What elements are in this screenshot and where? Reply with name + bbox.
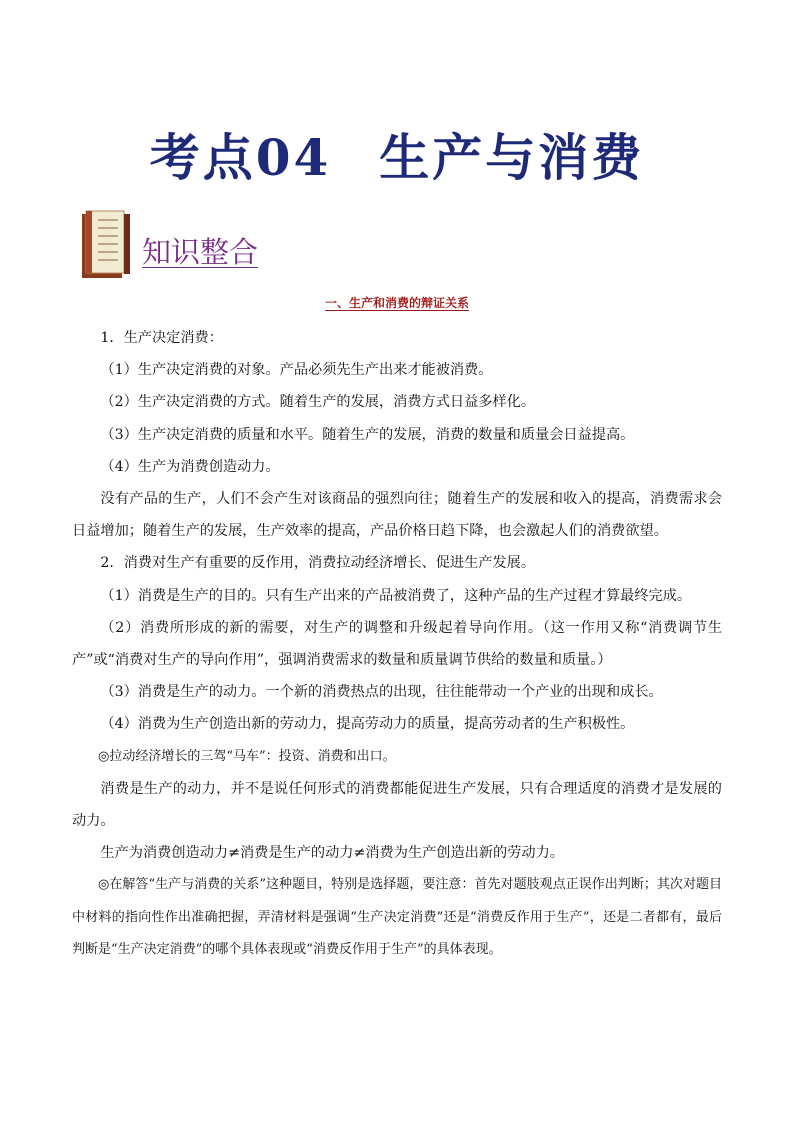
page-title (0, 118, 794, 190)
paragraph: （2）生产决定消费的方式。随着生产的发展，消费方式日益多样化。 (100, 394, 536, 411)
paragraph: （4）生产为消费创造动力。 (100, 458, 280, 475)
paragraph: 1．生产决定消费： (100, 330, 223, 346)
note-paragraph: ◎拉动经济增长的三驾“马车”：投资、消费和出口。 (98, 748, 396, 764)
paragraph: 生产为消费创造动力≠消费是生产的动力≠消费为生产创造出新的劳动力。 (100, 845, 564, 862)
paragraph: （1）消费是生产的目的。只有生产出来的产品被消费了，这种产品的生产过程才算最终完成。 (100, 587, 692, 604)
note-paragraph: ◎在解答“生产与消费的关系”这种题目，特别是选择题，要注意：首先对题肢观点正误作出判断；其次对题目中材料的指向性作出准确把握，弄清材料是强调“生产决定消费”还是“消费反作用于生产”，还是二者都有，最后判断是“生产决定消费”的哪个具体表现或“消费反作用于生产”的具体表现。 (72, 877, 722, 957)
paragraph: 消费是生产的动力，并不是说任何形式的消费都能促进生产发展，只有合理适度的消费才是发展的动力。 (72, 780, 722, 830)
book-icon (78, 208, 134, 280)
paragraph: （1）生产决定消费的对象。产品必须先生产出来才能被消费。 (100, 362, 493, 379)
paragraph: 没有产品的生产，人们不会产生对该商品的强烈向往；随着生产的发展和收入的提高，消费需求会日益增加；随着生产的发展，生产效率的提高，产品价格日趋下降，也会激起人们的消费欲望。 (72, 491, 722, 540)
body-text (72, 322, 722, 966)
section-label: 知识整合 (142, 235, 259, 269)
paragraph: （3）消费是生产的动力。一个新的消费热点的出现，往往能带动一个产业的出现和成长。 (100, 684, 663, 701)
paragraph: （3）生产决定消费的质量和水平。随着生产的发展，消费的数量和质量会日益提高。 (100, 426, 635, 443)
section-subheading: 一、生产和消费的辩证关系 (324, 296, 469, 310)
title-topic: 生产与消费 (379, 128, 645, 187)
title-code: 考点04 (149, 128, 332, 187)
paragraph: （2）消费所形成的新的需要，对生产的调整和升级起着导向作用。（这一作用又称“消费调节生产”或“消费对生产的导向作用”，强调消费需求的数量和质量调节供给的数量和质量。） (72, 619, 722, 669)
paragraph: 2．消费对生产有重要的反作用，消费拉动经济增长、促进生产发展。 (100, 555, 536, 572)
paragraph: （4）消费为生产创造出新的劳动力，提高劳动力的质量，提高劳动者的生产积极性。 (100, 716, 635, 733)
